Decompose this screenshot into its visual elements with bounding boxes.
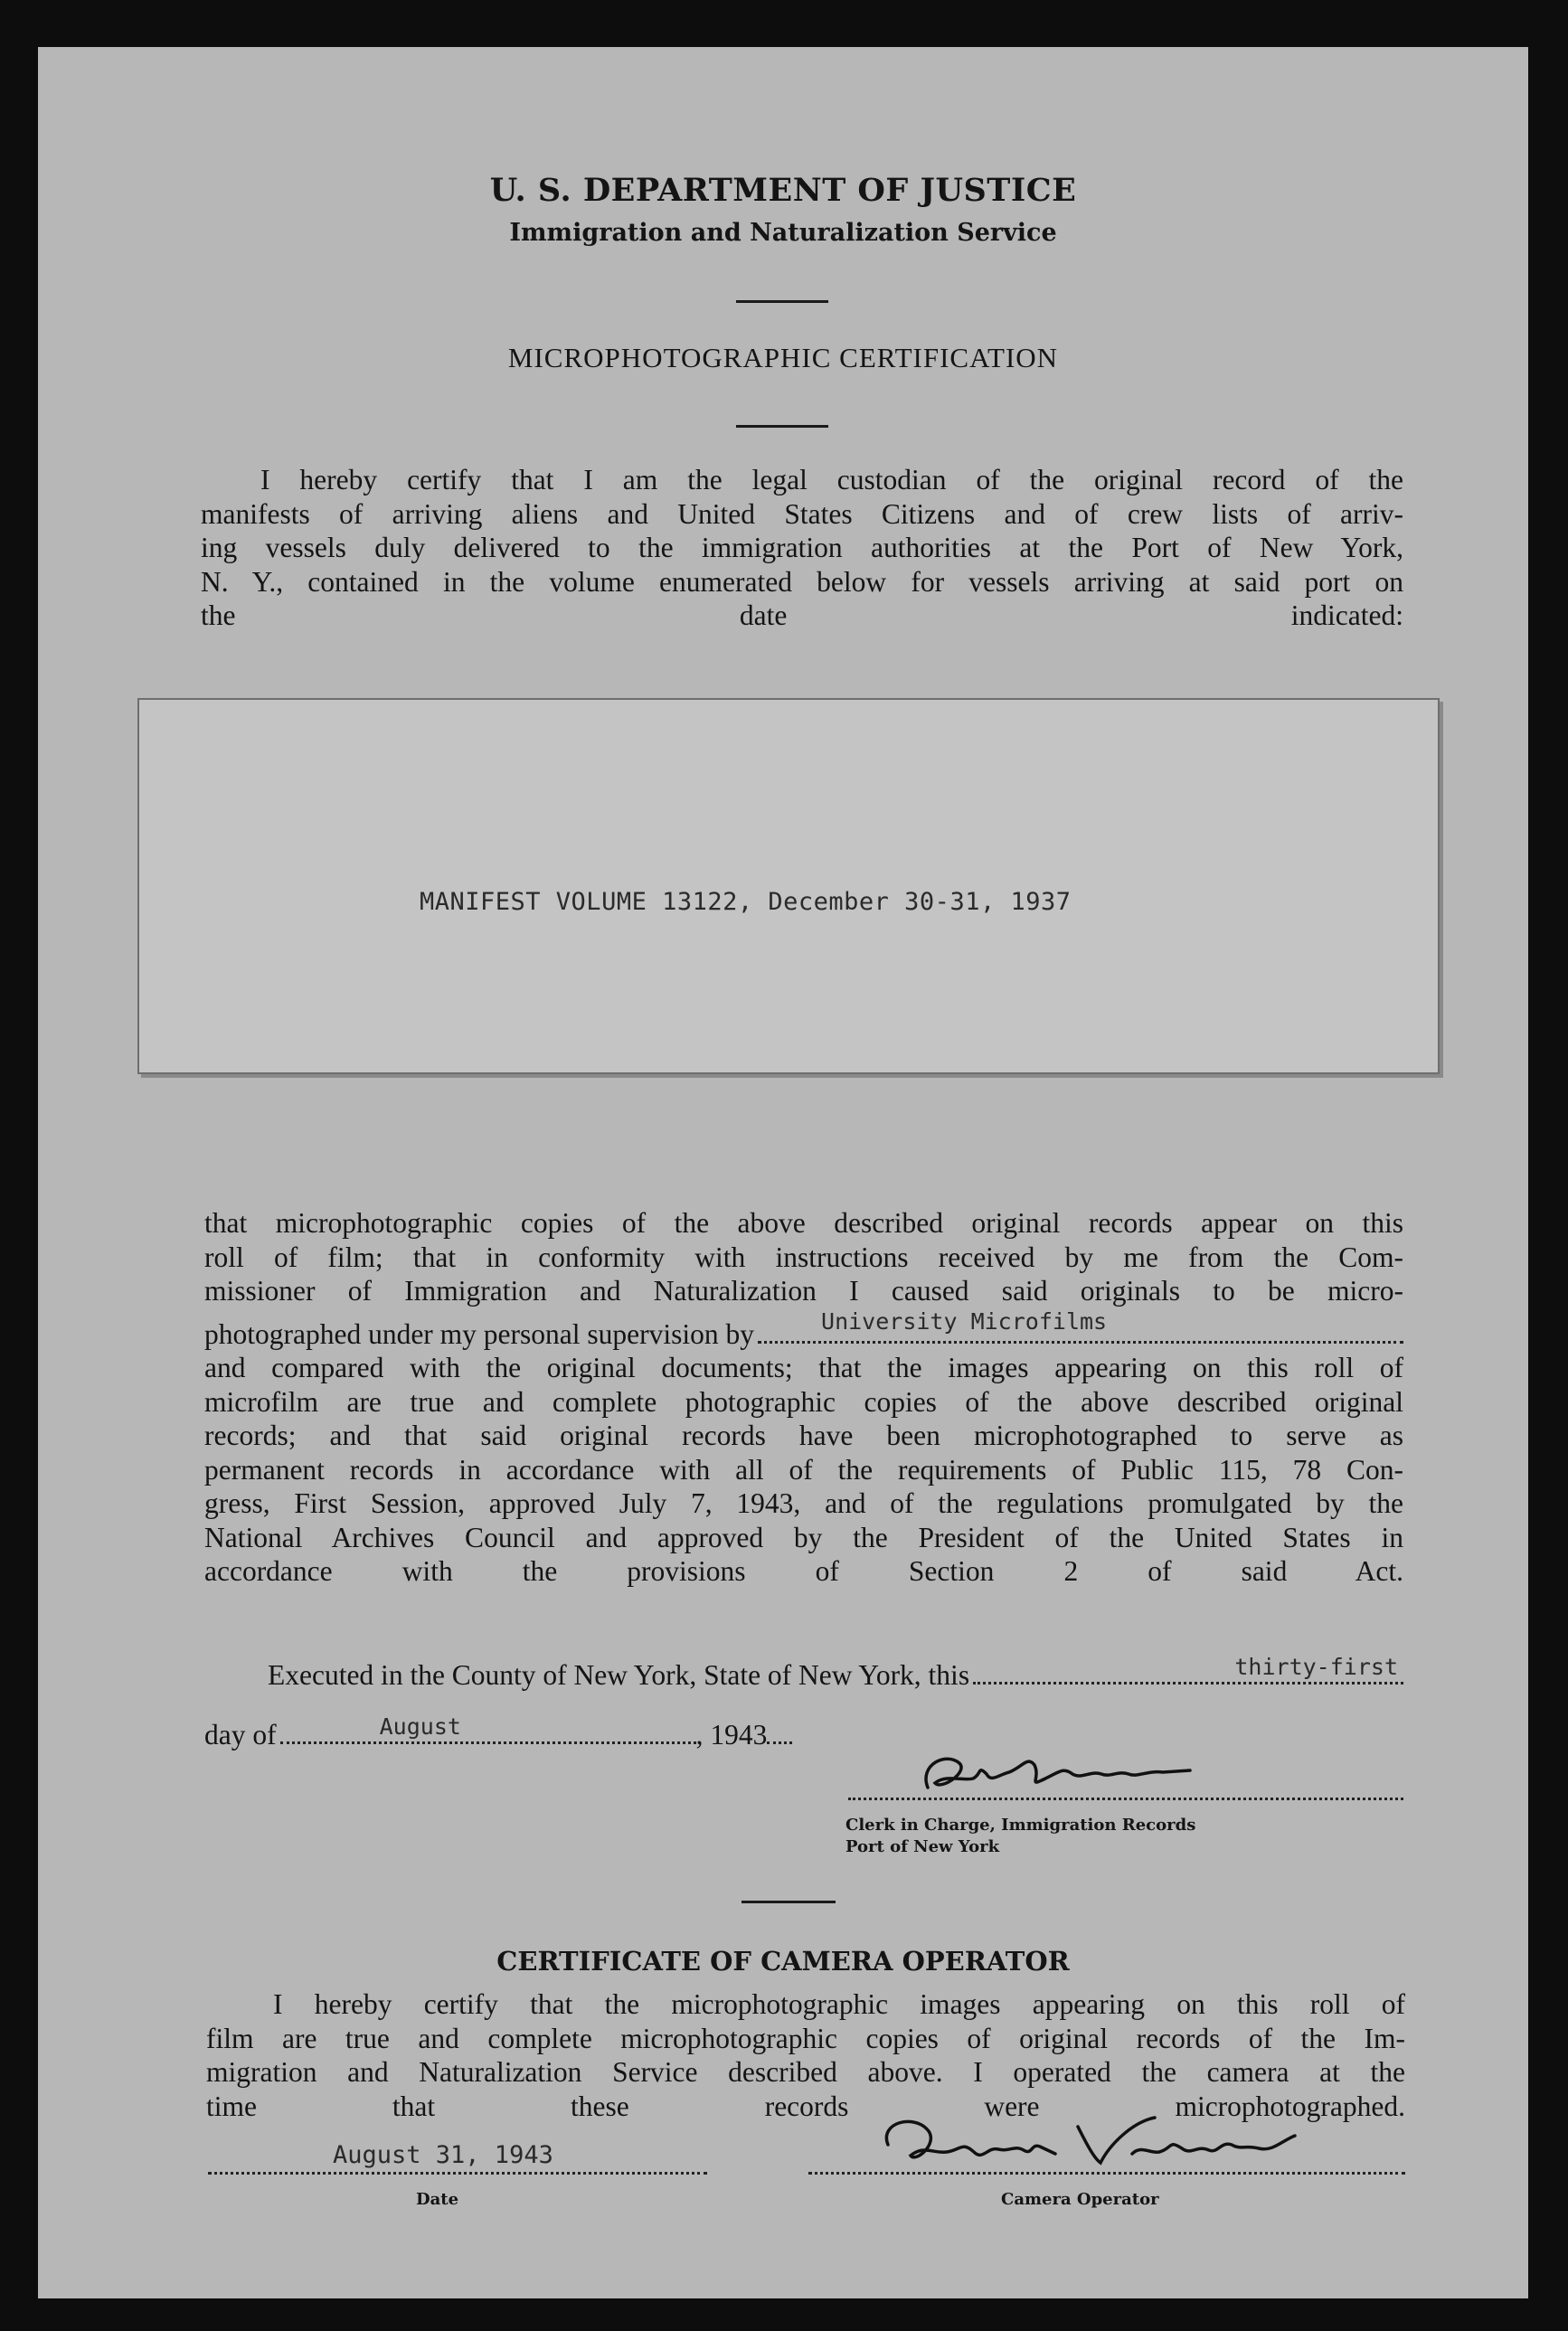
camera-paragraph	[206, 1987, 1405, 2123]
intro-line: I hereby certify that I am the legal custodian of the original record of the	[260, 464, 1403, 495]
camera-line: I hereby certify that the microphotographic images appearing on this roll of	[273, 1988, 1405, 2020]
camera-certificate-title: CERTIFICATE OF CAMERA OPERATOR	[496, 1946, 1070, 1977]
body-paragraph	[204, 1206, 1403, 1589]
execution-prefix: Executed in the County of New York, State of New York, this	[268, 1659, 970, 1691]
execution-line	[268, 1654, 1403, 1692]
body-line: microfilm are true and complete photographic copies of the above described original	[204, 1385, 1403, 1418]
supervision-value: University Microfilms	[821, 1308, 1108, 1335]
clerk-title-line1: Clerk in Charge, Immigration Records	[845, 1816, 1196, 1835]
divider-rule	[736, 300, 828, 303]
clerk-title-line2: Port of New York	[845, 1837, 1000, 1856]
body-line: that microphotographic copies of the above described original records appear on this	[204, 1207, 1403, 1239]
body-line: records; and that said original records have been microphotographed to serve as	[204, 1420, 1403, 1451]
month-field	[280, 1713, 696, 1744]
intro-line: N. Y., contained in the volume enumerated below for vessels arriving at said port on	[201, 565, 1403, 598]
certificate-sheet	[38, 47, 1528, 2298]
day-of-line	[204, 1713, 855, 1751]
manifest-record-box	[137, 698, 1440, 1074]
date-line	[208, 2172, 707, 2175]
body-line: roll of film; that in conformity with instructions received by me from the Com-	[204, 1241, 1403, 1273]
intro-line: manifests of arriving aliens and United States Citizens and of crew lists of arriv-	[201, 497, 1403, 530]
department-heading: U. S. DEPARTMENT OF JUSTICE	[489, 172, 1077, 209]
camera-operator-label: Camera Operator	[1001, 2190, 1159, 2209]
day-of-label: day of	[204, 1719, 277, 1751]
body-line: accordance with the provisions of Section 2 of said Act.	[204, 1555, 1403, 1587]
divider-rule	[736, 425, 828, 428]
camera-operator-line	[808, 2172, 1405, 2175]
body-line: National Archives Council and approved by the President of the United States in	[204, 1521, 1403, 1553]
body-line: missioner of Immigration and Naturalization I caused said originals to be micro-	[204, 1275, 1403, 1307]
certification-title: MICROPHOTOGRAPHIC CERTIFICATION	[507, 342, 1059, 373]
body-line: gress, First Session, approved July 7, 1943, and of the regulations promulgated by the	[204, 1487, 1403, 1519]
service-subheading: Immigration and Naturalization Service	[509, 219, 1057, 247]
intro-line: ing vessels duly delivered to the immigration authorities at the Port of New York,	[201, 532, 1403, 563]
camera-line: migration and Naturalization Service described above. I operated the camera at the	[206, 2056, 1405, 2088]
year-dots	[767, 1718, 792, 1744]
camera-line: film are true and complete microphotographic copies of original records of the Im-	[206, 2022, 1405, 2054]
date-label: Date	[416, 2190, 459, 2209]
divider-rule	[741, 1901, 836, 1903]
supervision-line	[204, 1308, 1403, 1352]
supervision-prefix: photographed under my personal supervision by	[204, 1317, 755, 1350]
intro-line: the date indicated:	[201, 599, 1403, 631]
clerk-signature	[892, 1747, 1317, 1801]
camera-line: time that these records were microphotographed.	[206, 2090, 1405, 2122]
supervision-field	[758, 1308, 1403, 1344]
body-line: and compared with the original documents; that the images appearing on this roll of	[204, 1352, 1403, 1383]
intro-paragraph	[201, 463, 1403, 633]
camera-operator-signature	[861, 2109, 1313, 2181]
manifest-volume-text: MANIFEST VOLUME 13122, December 30-31, 1937	[420, 888, 1072, 916]
body-line: permanent records in accordance with all of the requirements of Public 115, 78 Con-	[204, 1453, 1403, 1486]
day-value: thirty-first	[1234, 1654, 1398, 1680]
camera-date-value: August 31, 1943	[333, 2141, 553, 2169]
clerk-signature-line	[848, 1798, 1403, 1800]
day-field	[973, 1654, 1403, 1685]
month-value: August	[379, 1713, 461, 1740]
year-text: , 1943	[695, 1719, 768, 1751]
